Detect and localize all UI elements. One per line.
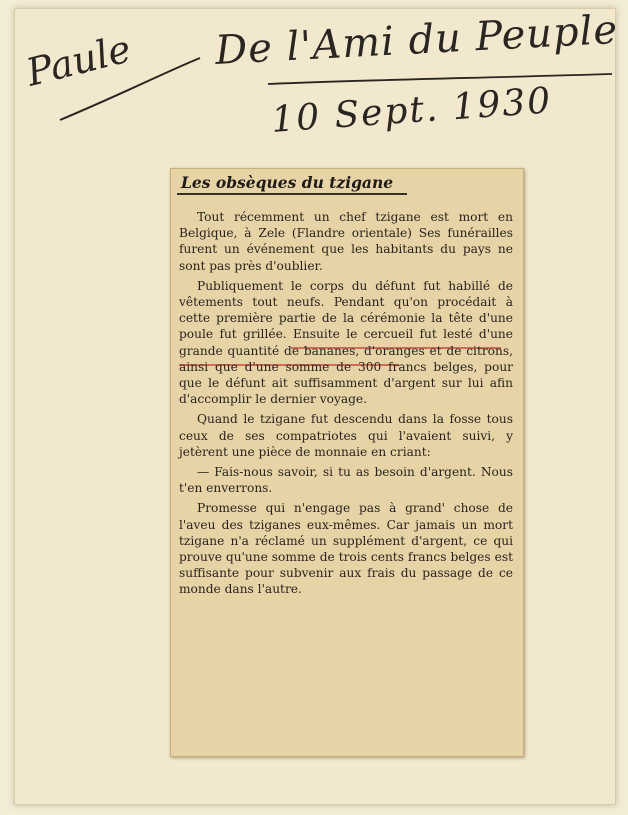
article-headline: Les obsèques du tzigane <box>181 173 394 192</box>
handwritten-name: Paule <box>22 26 136 95</box>
handwritten-source: De l'Ami du Peuple <box>214 6 620 74</box>
article-paragraph: — Fais-nous savoir, si tu as besoin d'argent. Nous t'en enverrons. <box>179 465 513 496</box>
article-paragraph: Publiquement le corps du défunt fut habillé de vêtements tout neufs. Pendant qu'on procédait à cette première partie de la cérémonie la tête d'une poule fut grillée. Ensuite le cercueil fut lesté d'une grande quantité de bananes, d'oranges et de citrons, ainsi que d'une somme de 300 francs belges, pour que le défunt ait suffisamment d'argent sur lui afin d'accomplir le dernier voyage. <box>179 278 513 407</box>
headline-rule <box>177 193 407 195</box>
article-paragraph: Quand le tzigane fut descendu dans la fosse tous ceux de ses compatriotes qui l'avaient suivi, y jetèrent une pièce de monnaie en criant: <box>179 412 513 459</box>
article-paragraph: Promesse qui n'engage pas à grand' chose de l'aveu des tziganes eux-mêmes. Car jamais un mort tzigane n'a réclamé un supplément d'argent, ce qui prouve qu'une somme de trois cents francs belges est suffisante pour subvenir aux frais du passage de ce monde dans l'autre. <box>179 501 513 597</box>
article-body <box>179 209 513 602</box>
article-paragraph: Tout récemment un chef tzigane est mort en Belgique, à Zele (Flandre orientale) Ses funérailles furent un événement que les habitants du pays ne sont pas près d'oublier. <box>179 210 513 273</box>
newspaper-clipping <box>170 168 524 757</box>
handwritten-date: 10 Sept. 1930 <box>270 80 554 141</box>
